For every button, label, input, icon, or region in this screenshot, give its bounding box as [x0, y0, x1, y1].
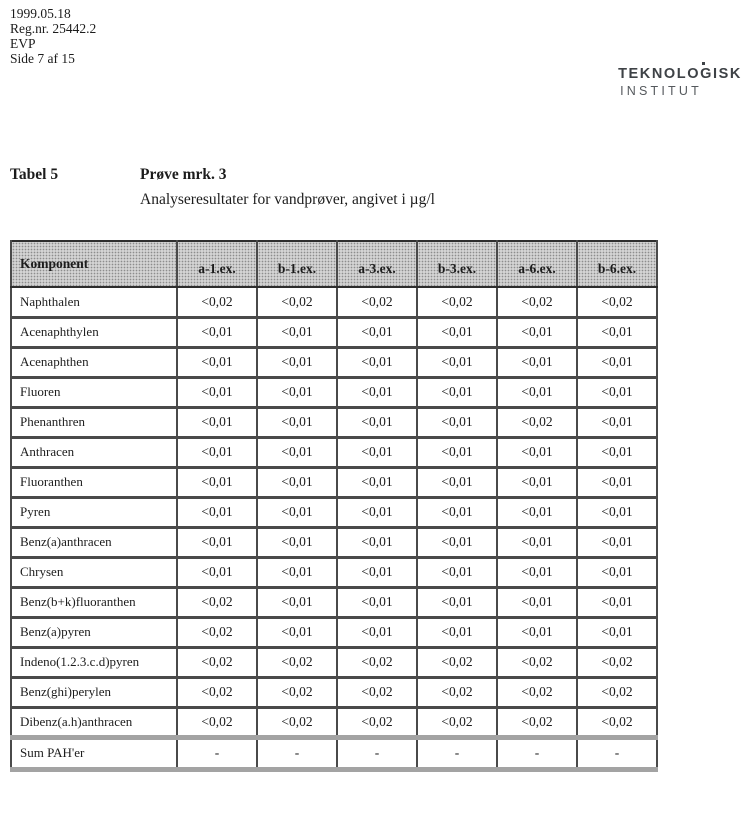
- meta-pagenum: Side 7 af 15: [10, 51, 75, 66]
- value-cell: <0,01: [497, 557, 577, 587]
- table-row: [11, 647, 657, 677]
- component-cell: Benz(a)anthracen: [11, 527, 177, 557]
- value-cell: <0,01: [257, 617, 337, 647]
- header-cell-sample: b-1.ex.: [257, 241, 337, 287]
- value-cell: <0,01: [337, 497, 417, 527]
- value-cell: <0,02: [177, 287, 257, 317]
- value-cell: <0,01: [417, 377, 497, 407]
- value-cell: <0,01: [257, 347, 337, 377]
- value-cell: <0,01: [497, 467, 577, 497]
- table-row: [11, 677, 657, 707]
- value-cell: <0,01: [257, 377, 337, 407]
- table-row: [11, 617, 657, 647]
- table-row: [11, 557, 657, 587]
- component-cell: Naphthalen: [11, 287, 177, 317]
- sum-value-cell: -: [497, 737, 577, 769]
- logo-subtitle: INSTITUT: [620, 84, 702, 98]
- component-cell: Dibenz(a.h)anthracen: [11, 707, 177, 737]
- value-cell: <0,01: [497, 437, 577, 467]
- value-cell: <0,02: [257, 647, 337, 677]
- value-cell: <0,01: [337, 347, 417, 377]
- table-subtitle: Analyseresultater for vandprøver, angivet i µg/l: [140, 191, 435, 208]
- value-cell: <0,01: [577, 437, 657, 467]
- value-cell: <0,01: [337, 467, 417, 497]
- component-cell: Benz(ghi)perylen: [11, 677, 177, 707]
- table-row: [11, 707, 657, 737]
- value-cell: <0,01: [257, 407, 337, 437]
- value-cell: <0,01: [177, 527, 257, 557]
- table-row: [11, 407, 657, 437]
- value-cell: <0,01: [337, 587, 417, 617]
- component-cell: Benz(b+k)fluoranthen: [11, 587, 177, 617]
- value-cell: <0,01: [337, 557, 417, 587]
- value-cell: <0,01: [337, 527, 417, 557]
- value-cell: <0,01: [417, 407, 497, 437]
- value-cell: <0,01: [577, 527, 657, 557]
- results-table: [10, 240, 658, 772]
- component-cell: Benz(a)pyren: [11, 617, 177, 647]
- value-cell: <0,02: [417, 287, 497, 317]
- table-row: [11, 527, 657, 557]
- value-cell: <0,01: [497, 587, 577, 617]
- value-cell: <0,01: [577, 497, 657, 527]
- sum-value-cell: -: [577, 737, 657, 769]
- value-cell: <0,01: [497, 317, 577, 347]
- value-cell: <0,01: [177, 407, 257, 437]
- value-cell: <0,01: [337, 377, 417, 407]
- value-cell: <0,02: [257, 707, 337, 737]
- sum-value-cell: -: [337, 737, 417, 769]
- value-cell: <0,01: [417, 497, 497, 527]
- value-cell: <0,01: [417, 317, 497, 347]
- value-cell: <0,02: [577, 287, 657, 317]
- value-cell: <0,02: [337, 287, 417, 317]
- value-cell: <0,01: [497, 617, 577, 647]
- component-cell: Acenaphthylen: [11, 317, 177, 347]
- meta-initials: EVP: [10, 36, 36, 51]
- value-cell: <0,01: [577, 377, 657, 407]
- value-cell: <0,01: [497, 377, 577, 407]
- results-table-wrapper: [10, 240, 658, 772]
- value-cell: <0,01: [257, 437, 337, 467]
- value-cell: <0,02: [577, 647, 657, 677]
- component-cell: Fluoren: [11, 377, 177, 407]
- value-cell: <0,02: [497, 407, 577, 437]
- sum-value-cell: -: [257, 737, 337, 769]
- component-cell: Anthracen: [11, 437, 177, 467]
- value-cell: <0,01: [417, 467, 497, 497]
- sample-heading: Prøve mrk. 3: [140, 166, 227, 183]
- value-cell: <0,01: [417, 587, 497, 617]
- value-cell: <0,01: [177, 317, 257, 347]
- value-cell: <0,02: [337, 677, 417, 707]
- value-cell: <0,02: [417, 677, 497, 707]
- sum-value-cell: -: [417, 737, 497, 769]
- table-header-row: [11, 241, 657, 287]
- header-cell-sample: a-3.ex.: [337, 241, 417, 287]
- value-cell: <0,01: [417, 527, 497, 557]
- component-cell: Phenanthren: [11, 407, 177, 437]
- table-row: [11, 497, 657, 527]
- value-cell: <0,02: [337, 647, 417, 677]
- value-cell: <0,01: [497, 347, 577, 377]
- value-cell: <0,02: [577, 677, 657, 707]
- sum-label-cell: Sum PAH'er: [11, 737, 177, 769]
- value-cell: <0,01: [257, 527, 337, 557]
- value-cell: <0,01: [177, 557, 257, 587]
- value-cell: <0,01: [257, 497, 337, 527]
- value-cell: <0,01: [337, 437, 417, 467]
- value-cell: <0,02: [417, 707, 497, 737]
- meta-regnr: Reg.nr. 25442.2: [10, 21, 97, 36]
- table-row: [11, 347, 657, 377]
- value-cell: <0,02: [577, 707, 657, 737]
- logo-wordmark: TEKNOLOGISK: [618, 66, 742, 82]
- table-row: [11, 467, 657, 497]
- header-cell-sample: a-1.ex.: [177, 241, 257, 287]
- value-cell: <0,01: [177, 497, 257, 527]
- sum-value-cell: -: [177, 737, 257, 769]
- value-cell: <0,01: [417, 437, 497, 467]
- component-cell: Pyren: [11, 497, 177, 527]
- value-cell: <0,02: [337, 707, 417, 737]
- table-row: [11, 587, 657, 617]
- value-cell: <0,02: [177, 707, 257, 737]
- logo-mark-icon: [702, 62, 705, 65]
- component-cell: Chrysen: [11, 557, 177, 587]
- value-cell: <0,01: [337, 407, 417, 437]
- component-cell: Indeno(1.2.3.c.d)pyren: [11, 647, 177, 677]
- value-cell: <0,02: [177, 647, 257, 677]
- component-cell: Fluoranthen: [11, 467, 177, 497]
- table-row: [11, 377, 657, 407]
- value-cell: <0,01: [177, 347, 257, 377]
- value-cell: <0,01: [417, 617, 497, 647]
- meta-date: 1999.05.18: [10, 6, 71, 21]
- value-cell: <0,02: [497, 677, 577, 707]
- value-cell: <0,01: [337, 317, 417, 347]
- value-cell: <0,01: [497, 497, 577, 527]
- value-cell: <0,02: [177, 617, 257, 647]
- value-cell: <0,02: [177, 587, 257, 617]
- value-cell: <0,01: [257, 587, 337, 617]
- table-row: [11, 437, 657, 467]
- value-cell: <0,01: [577, 407, 657, 437]
- value-cell: <0,01: [257, 557, 337, 587]
- value-cell: <0,02: [257, 287, 337, 317]
- value-cell: <0,01: [577, 467, 657, 497]
- table-body: [11, 287, 657, 737]
- value-cell: <0,02: [177, 677, 257, 707]
- value-cell: <0,02: [497, 647, 577, 677]
- value-cell: <0,01: [337, 617, 417, 647]
- value-cell: <0,01: [577, 617, 657, 647]
- header-cell-sample: b-6.ex.: [577, 241, 657, 287]
- value-cell: <0,02: [497, 707, 577, 737]
- value-cell: <0,01: [257, 317, 337, 347]
- header-cell-komponent: Komponent: [11, 241, 177, 287]
- value-cell: <0,01: [417, 347, 497, 377]
- value-cell: <0,01: [177, 437, 257, 467]
- component-cell: Acenaphthen: [11, 347, 177, 377]
- value-cell: <0,02: [497, 287, 577, 317]
- value-cell: <0,01: [577, 317, 657, 347]
- teknologisk-institut-logo: [618, 66, 742, 98]
- value-cell: <0,01: [497, 527, 577, 557]
- value-cell: <0,01: [257, 467, 337, 497]
- table-row: [11, 317, 657, 347]
- value-cell: <0,01: [577, 587, 657, 617]
- table-row: [11, 287, 657, 317]
- header-cell-sample: b-3.ex.: [417, 241, 497, 287]
- value-cell: <0,01: [577, 557, 657, 587]
- table-footer-row: [11, 737, 657, 769]
- value-cell: <0,01: [177, 467, 257, 497]
- page-meta: [10, 6, 96, 66]
- value-cell: <0,01: [177, 377, 257, 407]
- value-cell: <0,01: [577, 347, 657, 377]
- value-cell: <0,02: [257, 677, 337, 707]
- value-cell: <0,02: [417, 647, 497, 677]
- value-cell: <0,01: [417, 557, 497, 587]
- header-cell-sample: a-6.ex.: [497, 241, 577, 287]
- table-label: Tabel 5: [10, 166, 59, 183]
